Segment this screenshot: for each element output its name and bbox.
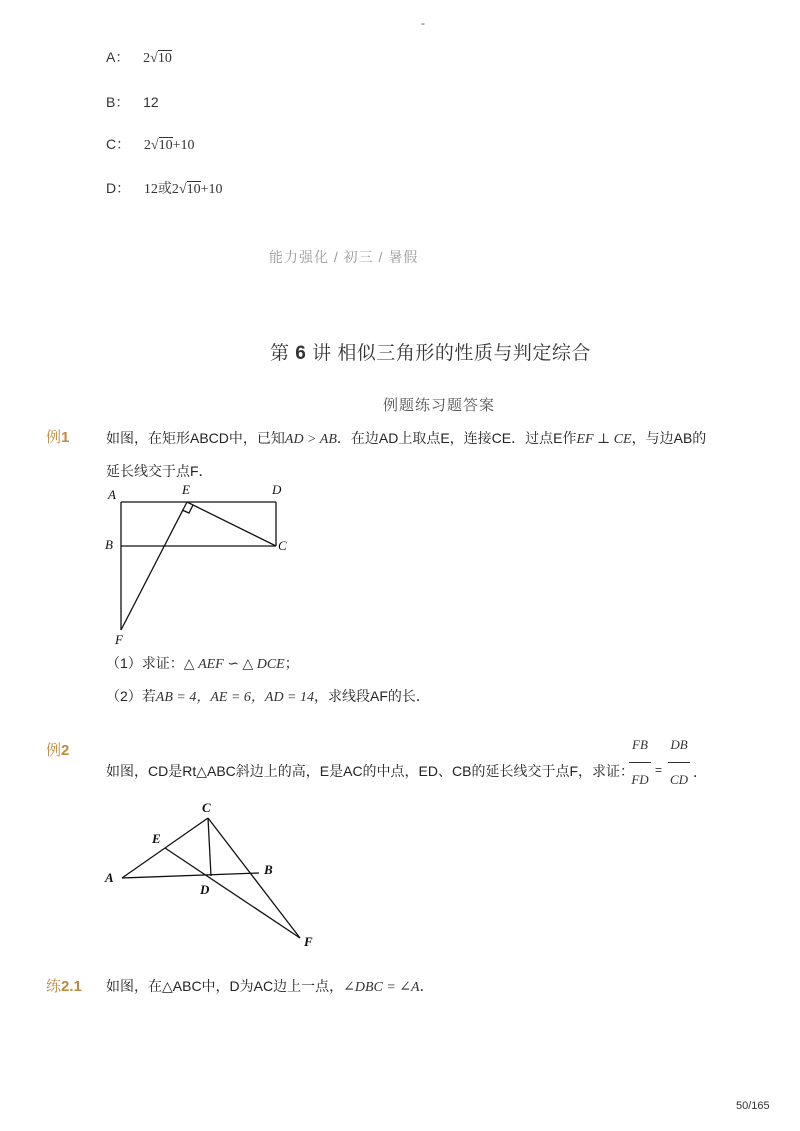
option-value: 2√10+10 <box>143 138 195 153</box>
practice-2-1-label: 练2.1 <box>46 978 82 995</box>
label-b: B <box>264 862 273 877</box>
segment-ec <box>187 502 276 546</box>
segment-cf <box>208 818 300 938</box>
example-1-figure <box>100 478 300 650</box>
label-c: C <box>202 800 211 815</box>
example-2-figure <box>100 798 330 956</box>
option-letter: C： <box>106 136 131 152</box>
example-1-label: 例1 <box>46 429 70 446</box>
segment-ab <box>122 873 259 878</box>
equals-sign: = <box>655 763 663 777</box>
example-2-label: 例2 <box>46 742 70 759</box>
section-title: 例题练习题答案 <box>383 397 496 414</box>
option-c <box>106 134 195 154</box>
label-f: F <box>304 934 313 949</box>
practice-2-1-text: 如图，在△ABC中，D为AC边上一点，∠DBC = ∠A． <box>106 978 434 995</box>
example-1-question-1: （1）求证：△ AEF ∽ △ DCE； <box>106 655 299 672</box>
example-1-text-line2: 延长线交于点F． <box>106 463 213 479</box>
label-a: A <box>105 870 114 885</box>
label-e: E <box>152 831 161 846</box>
segment-ef <box>165 848 300 938</box>
label-a: A <box>108 487 116 502</box>
segment-ef <box>121 502 187 630</box>
option-value: 12 <box>143 94 159 110</box>
fraction-fb-fd: FB FD <box>628 737 652 788</box>
option-value: 2√10 <box>143 51 172 66</box>
example-1-question-2: （2）若AB = 4，AE = 6，AD = 14，求线段AF的长． <box>106 688 430 705</box>
breadcrumb: 能力强化 / 初三 / 暑假 <box>269 249 419 265</box>
option-b <box>106 92 159 112</box>
label-e: E <box>182 482 190 497</box>
label-f: F <box>115 632 123 647</box>
option-letter: B： <box>106 94 130 110</box>
option-letter: D： <box>106 180 131 196</box>
label-d: D <box>200 882 210 897</box>
option-d <box>106 178 223 198</box>
example-2-text: 如图，CD是Rt△ABC斜边上的高，E是AC的中点，ED、CB的延长线交于点F，求证： <box>106 763 635 779</box>
example-2-end: ． <box>693 764 707 780</box>
label-c: C <box>278 538 287 553</box>
label-b: B <box>105 537 113 552</box>
segment-cd <box>208 818 211 876</box>
option-a <box>106 47 172 67</box>
page-top-dash: - <box>421 16 425 30</box>
lecture-title: 第 6 讲 相似三角形的性质与判定综合 <box>270 343 591 364</box>
fraction-db-cd: DB CD <box>669 737 689 787</box>
example-1-text-line1: 如图，在矩形ABCD中，已知AD > AB．在边AD上取点E，连接CE．过点E作EF ⊥ CE，与边AB的 <box>106 430 707 447</box>
option-value: 12或2√10+10 <box>143 182 223 197</box>
option-letter: A： <box>106 49 130 65</box>
page-number: 50/165 <box>736 1100 770 1112</box>
label-d: D <box>272 482 282 497</box>
